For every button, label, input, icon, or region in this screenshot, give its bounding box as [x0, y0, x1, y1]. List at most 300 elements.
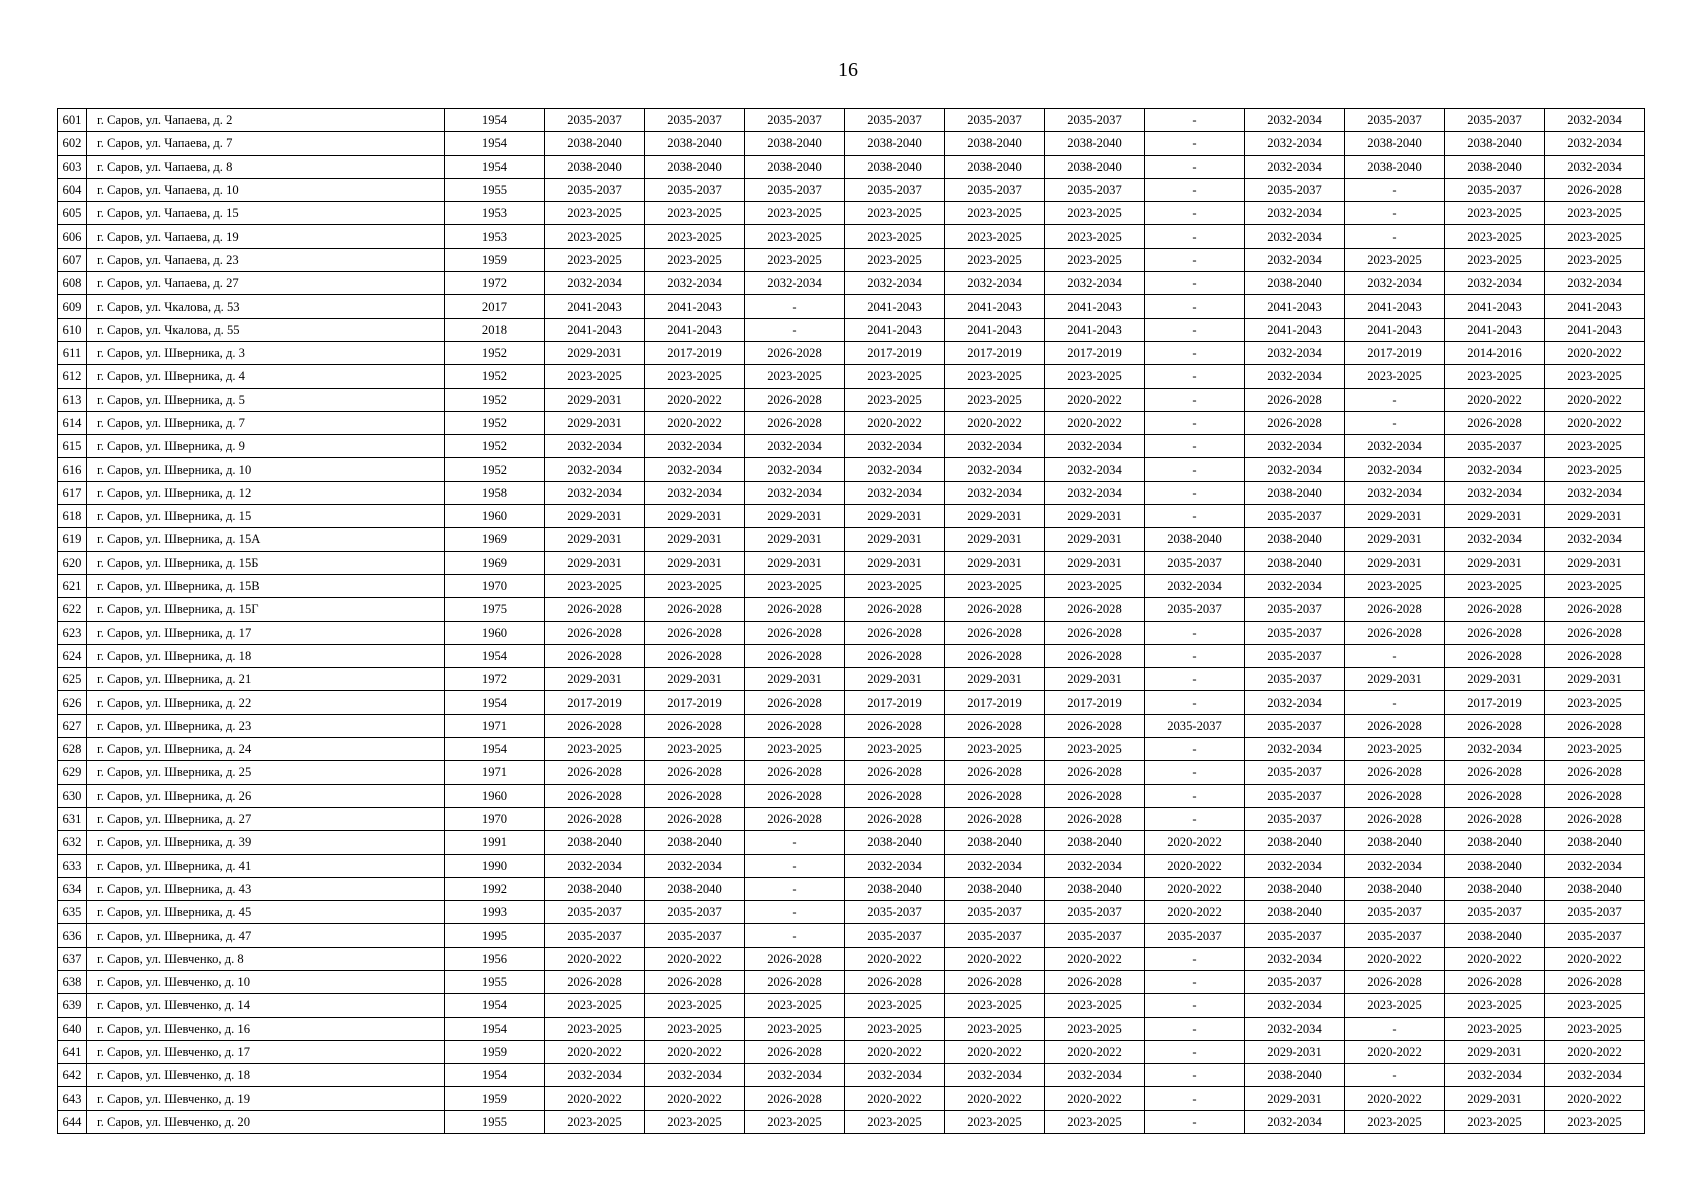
- period-cell: -: [1145, 132, 1245, 155]
- period-cell: 2026-2028: [1545, 598, 1645, 621]
- row-number-cell: 638: [58, 970, 87, 993]
- period-cell: 2029-2031: [645, 668, 745, 691]
- period-cell: 2029-2031: [1345, 528, 1445, 551]
- period-cell: 2026-2028: [545, 644, 645, 667]
- period-cell: 2041-2043: [1445, 318, 1545, 341]
- row-number-cell: 644: [58, 1110, 87, 1133]
- address-cell: г. Саров, ул. Шевченко, д. 19: [87, 1087, 445, 1110]
- row-number-cell: 622: [58, 598, 87, 621]
- period-cell: 2032-2034: [1245, 225, 1345, 248]
- row-number-cell: 642: [58, 1064, 87, 1087]
- build-year-cell: 1952: [445, 458, 545, 481]
- period-cell: 2023-2025: [1045, 365, 1145, 388]
- table-row: [58, 295, 1645, 318]
- address-cell: г. Саров, ул. Шверника, д. 21: [87, 668, 445, 691]
- build-year-cell: 1954: [445, 738, 545, 761]
- period-cell: 2032-2034: [545, 272, 645, 295]
- period-cell: 2020-2022: [1045, 947, 1145, 970]
- period-cell: 2038-2040: [1445, 132, 1545, 155]
- period-cell: 2038-2040: [1045, 155, 1145, 178]
- table-row: [58, 901, 1645, 924]
- period-cell: 2023-2025: [745, 365, 845, 388]
- period-cell: 2023-2025: [845, 202, 945, 225]
- period-cell: 2023-2025: [1545, 248, 1645, 271]
- address-cell: г. Саров, ул. Шверника, д. 15Б: [87, 551, 445, 574]
- build-year-cell: 1970: [445, 574, 545, 597]
- row-number-cell: 601: [58, 109, 87, 132]
- period-cell: 2038-2040: [845, 877, 945, 900]
- period-cell: 2029-2031: [845, 505, 945, 528]
- row-number-cell: 606: [58, 225, 87, 248]
- period-cell: 2023-2025: [545, 1017, 645, 1040]
- table-row: [58, 272, 1645, 295]
- period-cell: 2023-2025: [945, 1110, 1045, 1133]
- period-cell: 2026-2028: [545, 970, 645, 993]
- build-year-cell: 1954: [445, 1064, 545, 1087]
- period-cell: 2023-2025: [1045, 225, 1145, 248]
- period-cell: 2026-2028: [1345, 807, 1445, 830]
- period-cell: 2026-2028: [645, 621, 745, 644]
- row-number-cell: 641: [58, 1040, 87, 1063]
- address-cell: г. Саров, ул. Чапаева, д. 7: [87, 132, 445, 155]
- period-cell: 2029-2031: [845, 551, 945, 574]
- period-cell: 2038-2040: [945, 155, 1045, 178]
- period-cell: 2023-2025: [545, 365, 645, 388]
- period-cell: 2029-2031: [545, 505, 645, 528]
- row-number-cell: 617: [58, 481, 87, 504]
- period-cell: 2026-2028: [545, 807, 645, 830]
- build-year-cell: 1969: [445, 551, 545, 574]
- period-cell: 2035-2037: [1045, 178, 1145, 201]
- period-cell: 2041-2043: [1045, 295, 1145, 318]
- address-cell: г. Саров, ул. Шверника, д. 17: [87, 621, 445, 644]
- row-number-cell: 627: [58, 714, 87, 737]
- period-cell: 2035-2037: [645, 178, 745, 201]
- build-year-cell: 1956: [445, 947, 545, 970]
- period-cell: 2029-2031: [1545, 668, 1645, 691]
- period-cell: 2026-2028: [945, 621, 1045, 644]
- period-cell: 2032-2034: [545, 1064, 645, 1087]
- period-cell: -: [1145, 1110, 1245, 1133]
- row-number-cell: 613: [58, 388, 87, 411]
- period-cell: 2023-2025: [1445, 1017, 1545, 1040]
- period-cell: 2026-2028: [1545, 784, 1645, 807]
- period-cell: 2023-2025: [845, 1110, 945, 1133]
- period-cell: 2032-2034: [1445, 272, 1545, 295]
- period-cell: 2038-2040: [1445, 854, 1545, 877]
- period-cell: 2041-2043: [845, 295, 945, 318]
- period-cell: 2026-2028: [1545, 761, 1645, 784]
- period-cell: 2020-2022: [1045, 411, 1145, 434]
- period-cell: 2032-2034: [945, 1064, 1045, 1087]
- table-row: [58, 738, 1645, 761]
- period-cell: 2035-2037: [1545, 901, 1645, 924]
- period-cell: 2029-2031: [945, 668, 1045, 691]
- build-year-cell: 1971: [445, 761, 545, 784]
- period-cell: 2023-2025: [1345, 994, 1445, 1017]
- period-cell: 2029-2031: [745, 528, 845, 551]
- period-cell: 2038-2040: [1445, 155, 1545, 178]
- period-cell: 2020-2022: [1345, 1087, 1445, 1110]
- period-cell: 2041-2043: [645, 295, 745, 318]
- period-cell: -: [1145, 388, 1245, 411]
- period-cell: 2026-2028: [645, 598, 745, 621]
- period-cell: -: [1145, 691, 1245, 714]
- address-cell: г. Саров, ул. Шверника, д. 10: [87, 458, 445, 481]
- address-cell: г. Саров, ул. Шверника, д. 43: [87, 877, 445, 900]
- period-cell: 2032-2034: [1045, 481, 1145, 504]
- table-row: [58, 132, 1645, 155]
- period-cell: 2023-2025: [845, 574, 945, 597]
- period-cell: 2026-2028: [645, 970, 745, 993]
- period-cell: 2017-2019: [845, 691, 945, 714]
- period-cell: 2023-2025: [645, 225, 745, 248]
- period-cell: 2020-2022: [545, 947, 645, 970]
- period-cell: 2026-2028: [745, 761, 845, 784]
- period-cell: 2026-2028: [845, 714, 945, 737]
- period-cell: 2017-2019: [645, 341, 745, 364]
- period-cell: 2026-2028: [1445, 970, 1545, 993]
- period-cell: 2035-2037: [845, 924, 945, 947]
- address-cell: г. Саров, ул. Чкалова, д. 53: [87, 295, 445, 318]
- repair-schedule-table: [57, 108, 1645, 1134]
- period-cell: 2035-2037: [545, 901, 645, 924]
- address-cell: г. Саров, ул. Чапаева, д. 10: [87, 178, 445, 201]
- row-number-cell: 624: [58, 644, 87, 667]
- period-cell: -: [1145, 225, 1245, 248]
- period-cell: 2026-2028: [1545, 621, 1645, 644]
- address-cell: г. Саров, ул. Шверника, д. 27: [87, 807, 445, 830]
- period-cell: 2035-2037: [845, 901, 945, 924]
- period-cell: 2038-2040: [845, 132, 945, 155]
- period-cell: 2032-2034: [1545, 481, 1645, 504]
- period-cell: 2038-2040: [1345, 155, 1445, 178]
- period-cell: 2038-2040: [845, 831, 945, 854]
- period-cell: 2035-2037: [945, 178, 1045, 201]
- address-cell: г. Саров, ул. Шверника, д. 15А: [87, 528, 445, 551]
- period-cell: 2026-2028: [1245, 411, 1345, 434]
- period-cell: 2032-2034: [945, 854, 1045, 877]
- period-cell: 2035-2037: [1345, 109, 1445, 132]
- period-cell: 2023-2025: [845, 248, 945, 271]
- period-cell: 2041-2043: [1245, 318, 1345, 341]
- period-cell: -: [1345, 1017, 1445, 1040]
- period-cell: 2035-2037: [1245, 924, 1345, 947]
- period-cell: 2026-2028: [1345, 970, 1445, 993]
- table-row: [58, 598, 1645, 621]
- period-cell: 2023-2025: [745, 994, 845, 1017]
- period-cell: 2026-2028: [745, 784, 845, 807]
- period-cell: 2023-2025: [1445, 365, 1545, 388]
- period-cell: 2029-2031: [1545, 551, 1645, 574]
- period-cell: 2026-2028: [1445, 621, 1545, 644]
- build-year-cell: 1952: [445, 388, 545, 411]
- period-cell: 2032-2034: [845, 435, 945, 458]
- period-cell: 2032-2034: [1245, 132, 1345, 155]
- row-number-cell: 639: [58, 994, 87, 1017]
- table-row: [58, 481, 1645, 504]
- period-cell: 2026-2028: [1045, 598, 1145, 621]
- period-cell: 2029-2031: [745, 551, 845, 574]
- period-cell: -: [745, 854, 845, 877]
- period-cell: 2041-2043: [1345, 295, 1445, 318]
- period-cell: 2032-2034: [1445, 458, 1545, 481]
- period-cell: -: [745, 901, 845, 924]
- period-cell: 2035-2037: [1145, 924, 1245, 947]
- period-cell: -: [1345, 691, 1445, 714]
- table-row: [58, 621, 1645, 644]
- period-cell: 2035-2037: [1045, 901, 1145, 924]
- address-cell: г. Саров, ул. Шверника, д. 41: [87, 854, 445, 877]
- period-cell: 2041-2043: [1045, 318, 1145, 341]
- period-cell: 2020-2022: [1545, 947, 1645, 970]
- period-cell: 2035-2037: [1245, 761, 1345, 784]
- address-cell: г. Саров, ул. Шевченко, д. 17: [87, 1040, 445, 1063]
- period-cell: 2026-2028: [745, 714, 845, 737]
- table-row: [58, 691, 1645, 714]
- table-row: [58, 178, 1645, 201]
- period-cell: 2038-2040: [645, 877, 745, 900]
- row-number-cell: 609: [58, 295, 87, 318]
- period-cell: -: [1345, 644, 1445, 667]
- period-cell: -: [1145, 947, 1245, 970]
- build-year-cell: 2017: [445, 295, 545, 318]
- period-cell: 2023-2025: [945, 225, 1045, 248]
- period-cell: 2032-2034: [1045, 458, 1145, 481]
- address-cell: г. Саров, ул. Шверника, д. 3: [87, 341, 445, 364]
- period-cell: 2020-2022: [1345, 1040, 1445, 1063]
- period-cell: 2020-2022: [945, 411, 1045, 434]
- build-year-cell: 1960: [445, 505, 545, 528]
- period-cell: 2026-2028: [845, 621, 945, 644]
- build-year-cell: 1992: [445, 877, 545, 900]
- address-cell: г. Саров, ул. Шверника, д. 15Г: [87, 598, 445, 621]
- table-row: [58, 318, 1645, 341]
- period-cell: 2020-2022: [945, 947, 1045, 970]
- period-cell: 2038-2040: [1345, 132, 1445, 155]
- row-number-cell: 621: [58, 574, 87, 597]
- build-year-cell: 1953: [445, 225, 545, 248]
- period-cell: 2017-2019: [645, 691, 745, 714]
- period-cell: 2029-2031: [1445, 668, 1545, 691]
- period-cell: 2035-2037: [745, 109, 845, 132]
- period-cell: 2026-2028: [1445, 644, 1545, 667]
- period-cell: 2035-2037: [1545, 924, 1645, 947]
- period-cell: 2032-2034: [845, 854, 945, 877]
- period-cell: 2032-2034: [545, 458, 645, 481]
- period-cell: 2026-2028: [1445, 411, 1545, 434]
- period-cell: 2038-2040: [645, 132, 745, 155]
- period-cell: 2032-2034: [1245, 365, 1345, 388]
- period-cell: 2029-2031: [745, 668, 845, 691]
- address-cell: г. Саров, ул. Шверника, д. 24: [87, 738, 445, 761]
- period-cell: 2023-2025: [945, 738, 1045, 761]
- period-cell: 2020-2022: [1045, 1040, 1145, 1063]
- page-number: 16: [838, 59, 858, 81]
- period-cell: 2026-2028: [845, 784, 945, 807]
- period-cell: 2023-2025: [1045, 738, 1145, 761]
- period-cell: 2023-2025: [1345, 738, 1445, 761]
- table-row: [58, 644, 1645, 667]
- period-cell: 2023-2025: [745, 225, 845, 248]
- table-row: [58, 761, 1645, 784]
- period-cell: 2032-2034: [1245, 994, 1345, 1017]
- period-cell: 2038-2040: [645, 155, 745, 178]
- period-cell: 2023-2025: [1545, 202, 1645, 225]
- row-number-cell: 603: [58, 155, 87, 178]
- period-cell: 2023-2025: [745, 738, 845, 761]
- period-cell: 2032-2034: [745, 272, 845, 295]
- address-cell: г. Саров, ул. Шевченко, д. 10: [87, 970, 445, 993]
- period-cell: 2026-2028: [645, 761, 745, 784]
- period-cell: -: [1145, 411, 1245, 434]
- address-cell: г. Саров, ул. Шевченко, д. 20: [87, 1110, 445, 1133]
- period-cell: 2026-2028: [945, 761, 1045, 784]
- period-cell: 2029-2031: [1045, 505, 1145, 528]
- period-cell: -: [1145, 365, 1245, 388]
- period-cell: 2020-2022: [645, 411, 745, 434]
- period-cell: 2029-2031: [545, 411, 645, 434]
- period-cell: -: [1145, 202, 1245, 225]
- period-cell: 2020-2022: [1545, 341, 1645, 364]
- period-cell: 2023-2025: [1045, 1017, 1145, 1040]
- period-cell: 2038-2040: [1445, 924, 1545, 947]
- period-cell: 2035-2037: [1245, 178, 1345, 201]
- period-cell: 2032-2034: [745, 458, 845, 481]
- period-cell: 2032-2034: [1245, 947, 1345, 970]
- row-number-cell: 605: [58, 202, 87, 225]
- period-cell: 2038-2040: [1245, 481, 1345, 504]
- build-year-cell: 1960: [445, 621, 545, 644]
- period-cell: 2023-2025: [845, 738, 945, 761]
- row-number-cell: 643: [58, 1087, 87, 1110]
- table-row: [58, 155, 1645, 178]
- period-cell: 2035-2037: [945, 109, 1045, 132]
- address-cell: г. Саров, ул. Чапаева, д. 8: [87, 155, 445, 178]
- period-cell: 2032-2034: [1445, 481, 1545, 504]
- period-cell: 2035-2037: [945, 924, 1045, 947]
- period-cell: -: [1145, 738, 1245, 761]
- address-cell: г. Саров, ул. Шверника, д. 26: [87, 784, 445, 807]
- address-cell: г. Саров, ул. Шверника, д. 7: [87, 411, 445, 434]
- period-cell: 2023-2025: [845, 1017, 945, 1040]
- period-cell: 2041-2043: [1245, 295, 1345, 318]
- table-row: [58, 225, 1645, 248]
- period-cell: 2023-2025: [1445, 202, 1545, 225]
- period-cell: 2020-2022: [1445, 388, 1545, 411]
- period-cell: 2026-2028: [1045, 714, 1145, 737]
- period-cell: 2038-2040: [1045, 831, 1145, 854]
- period-cell: 2032-2034: [1245, 691, 1345, 714]
- period-cell: 2041-2043: [1345, 318, 1445, 341]
- period-cell: 2020-2022: [845, 411, 945, 434]
- period-cell: 2038-2040: [945, 831, 1045, 854]
- build-year-cell: 1971: [445, 714, 545, 737]
- period-cell: 2032-2034: [1345, 458, 1445, 481]
- period-cell: 2026-2028: [745, 947, 845, 970]
- period-cell: 2026-2028: [1245, 388, 1345, 411]
- period-cell: 2029-2031: [945, 505, 1045, 528]
- period-cell: 2041-2043: [1545, 318, 1645, 341]
- row-number-cell: 634: [58, 877, 87, 900]
- period-cell: 2032-2034: [1245, 1017, 1345, 1040]
- period-cell: 2029-2031: [1045, 528, 1145, 551]
- period-cell: 2032-2034: [945, 458, 1045, 481]
- build-year-cell: 1954: [445, 994, 545, 1017]
- period-cell: 2026-2028: [745, 411, 845, 434]
- period-cell: 2029-2031: [1245, 1040, 1345, 1063]
- period-cell: -: [1345, 388, 1445, 411]
- period-cell: 2026-2028: [745, 388, 845, 411]
- period-cell: -: [1145, 1064, 1245, 1087]
- period-cell: 2038-2040: [1245, 1064, 1345, 1087]
- period-cell: 2032-2034: [1345, 481, 1445, 504]
- period-cell: 2029-2031: [1445, 505, 1545, 528]
- period-cell: 2017-2019: [945, 341, 1045, 364]
- build-year-cell: 1954: [445, 1017, 545, 1040]
- period-cell: 2023-2025: [545, 202, 645, 225]
- period-cell: 2023-2025: [1545, 458, 1645, 481]
- period-cell: 2035-2037: [745, 178, 845, 201]
- period-cell: 2032-2034: [1445, 1064, 1545, 1087]
- period-cell: 2035-2037: [845, 178, 945, 201]
- row-number-cell: 620: [58, 551, 87, 574]
- period-cell: 2038-2040: [1245, 901, 1345, 924]
- address-cell: г. Саров, ул. Чапаева, д. 27: [87, 272, 445, 295]
- period-cell: 2026-2028: [745, 691, 845, 714]
- address-cell: г. Саров, ул. Шверника, д. 12: [87, 481, 445, 504]
- period-cell: 2023-2025: [1545, 691, 1645, 714]
- period-cell: 2026-2028: [745, 807, 845, 830]
- period-cell: 2035-2037: [545, 109, 645, 132]
- period-cell: 2029-2031: [645, 505, 745, 528]
- address-cell: г. Саров, ул. Шверника, д. 9: [87, 435, 445, 458]
- period-cell: -: [1145, 994, 1245, 1017]
- period-cell: 2026-2028: [745, 598, 845, 621]
- build-year-cell: 1959: [445, 1040, 545, 1063]
- row-number-cell: 602: [58, 132, 87, 155]
- table-row: [58, 365, 1645, 388]
- period-cell: 2026-2028: [745, 644, 845, 667]
- period-cell: 2026-2028: [645, 714, 745, 737]
- period-cell: 2032-2034: [545, 854, 645, 877]
- period-cell: 2029-2031: [1045, 551, 1145, 574]
- address-cell: г. Саров, ул. Шевченко, д. 8: [87, 947, 445, 970]
- period-cell: 2026-2028: [1445, 761, 1545, 784]
- period-cell: 2035-2037: [1145, 551, 1245, 574]
- period-cell: 2032-2034: [1345, 272, 1445, 295]
- period-cell: -: [1345, 411, 1445, 434]
- period-cell: 2023-2025: [945, 388, 1045, 411]
- period-cell: 2035-2037: [645, 924, 745, 947]
- period-cell: 2038-2040: [1345, 877, 1445, 900]
- period-cell: -: [1145, 668, 1245, 691]
- period-cell: 2035-2037: [1445, 901, 1545, 924]
- period-cell: 2023-2025: [545, 574, 645, 597]
- table-row: [58, 807, 1645, 830]
- period-cell: 2029-2031: [1545, 505, 1645, 528]
- period-cell: 2026-2028: [545, 784, 645, 807]
- period-cell: 2038-2040: [1145, 528, 1245, 551]
- period-cell: 2023-2025: [645, 248, 745, 271]
- period-cell: 2023-2025: [745, 1110, 845, 1133]
- table-row: [58, 458, 1645, 481]
- period-cell: 2026-2028: [1545, 178, 1645, 201]
- period-cell: 2041-2043: [545, 318, 645, 341]
- period-cell: 2032-2034: [945, 435, 1045, 458]
- period-cell: 2026-2028: [845, 644, 945, 667]
- table-row: [58, 994, 1645, 1017]
